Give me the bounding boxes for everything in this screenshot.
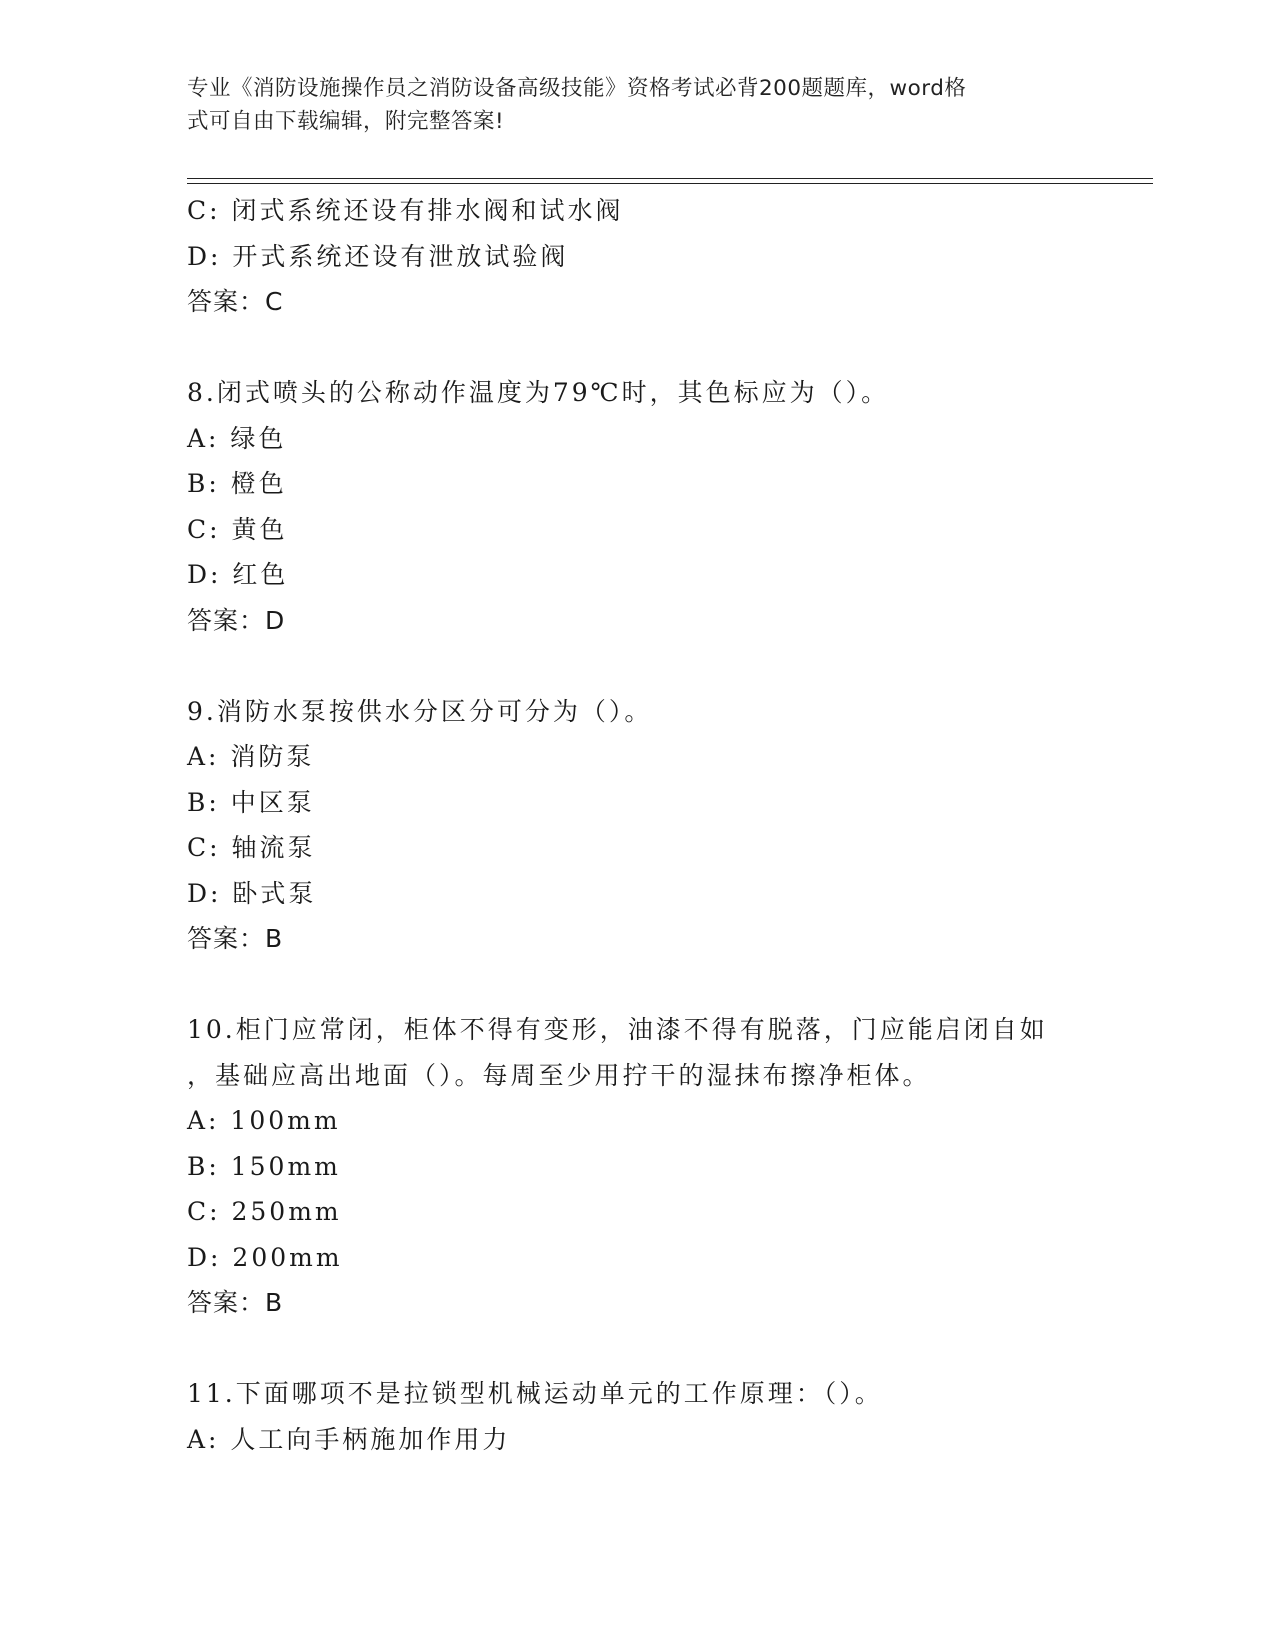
option-a: A: 人工向手柄施加作用力 [187, 1424, 511, 1454]
option-b: B: 橙色 [187, 469, 287, 498]
option-a: A: 绿色 [187, 423, 287, 453]
header-line-2: 式可自由下载编辑，附完整答案! [187, 109, 505, 134]
spacer [187, 643, 1087, 689]
option-d: D: 卧式泵 [187, 878, 317, 908]
spacer [187, 1326, 1087, 1372]
question-content [187, 188, 1087, 1462]
option-b: B: 中区泵 [187, 787, 315, 817]
option-c: C: 黄色 [187, 514, 288, 544]
question-text: 10.柜门应常闭，柜体不得有变形，油漆不得有脱落，门应能启闭自如 [187, 1015, 1048, 1044]
question-text: 9.消防水泵按供水分区分可分为（）。 [187, 696, 653, 726]
option-d: D: 红色 [187, 560, 289, 589]
option-a: A: 消防泵 [187, 742, 315, 771]
option-a: A: 100mm [187, 1106, 341, 1135]
option-c: C: 250mm [187, 1197, 342, 1226]
question-text: 11.下面哪项不是拉锁型机械运动单元的工作原理：（）。 [187, 1379, 883, 1408]
question-7-tail [187, 188, 1087, 325]
question-8 [187, 370, 1087, 643]
option-c: C: 轴流泵 [187, 833, 316, 862]
answer: 答案：B [187, 1288, 284, 1317]
spacer [187, 325, 1087, 371]
question-10 [187, 1007, 1087, 1326]
spacer [187, 962, 1087, 1008]
option-b: B: 150mm [187, 1151, 341, 1181]
header-rule-top [187, 178, 1153, 179]
header-line-1: 专业《消防设施操作员之消防设备高级技能》资格考试必背200题题库，word格 [187, 76, 967, 101]
question-11 [187, 1371, 1087, 1462]
answer: 答案：D [187, 605, 286, 635]
option-c: C: 闭式系统还设有排水阀和试水阀 [187, 196, 624, 225]
header-rule-bottom [187, 183, 1153, 184]
answer: 答案：C [187, 287, 284, 316]
document-header [187, 72, 1067, 138]
answer: 答案：B [187, 924, 284, 953]
question-9 [187, 689, 1087, 962]
question-text: 8.闭式喷头的公称动作温度为79℃时，其色标应为（）。 [187, 378, 890, 407]
option-d: D: 开式系统还设有泄放试验阀 [187, 241, 569, 271]
option-d: D: 200mm [187, 1242, 343, 1272]
question-text-continued: ，基础应高出地面（）。每周至少用拧干的湿抹布擦净柜体。 [187, 1060, 931, 1090]
